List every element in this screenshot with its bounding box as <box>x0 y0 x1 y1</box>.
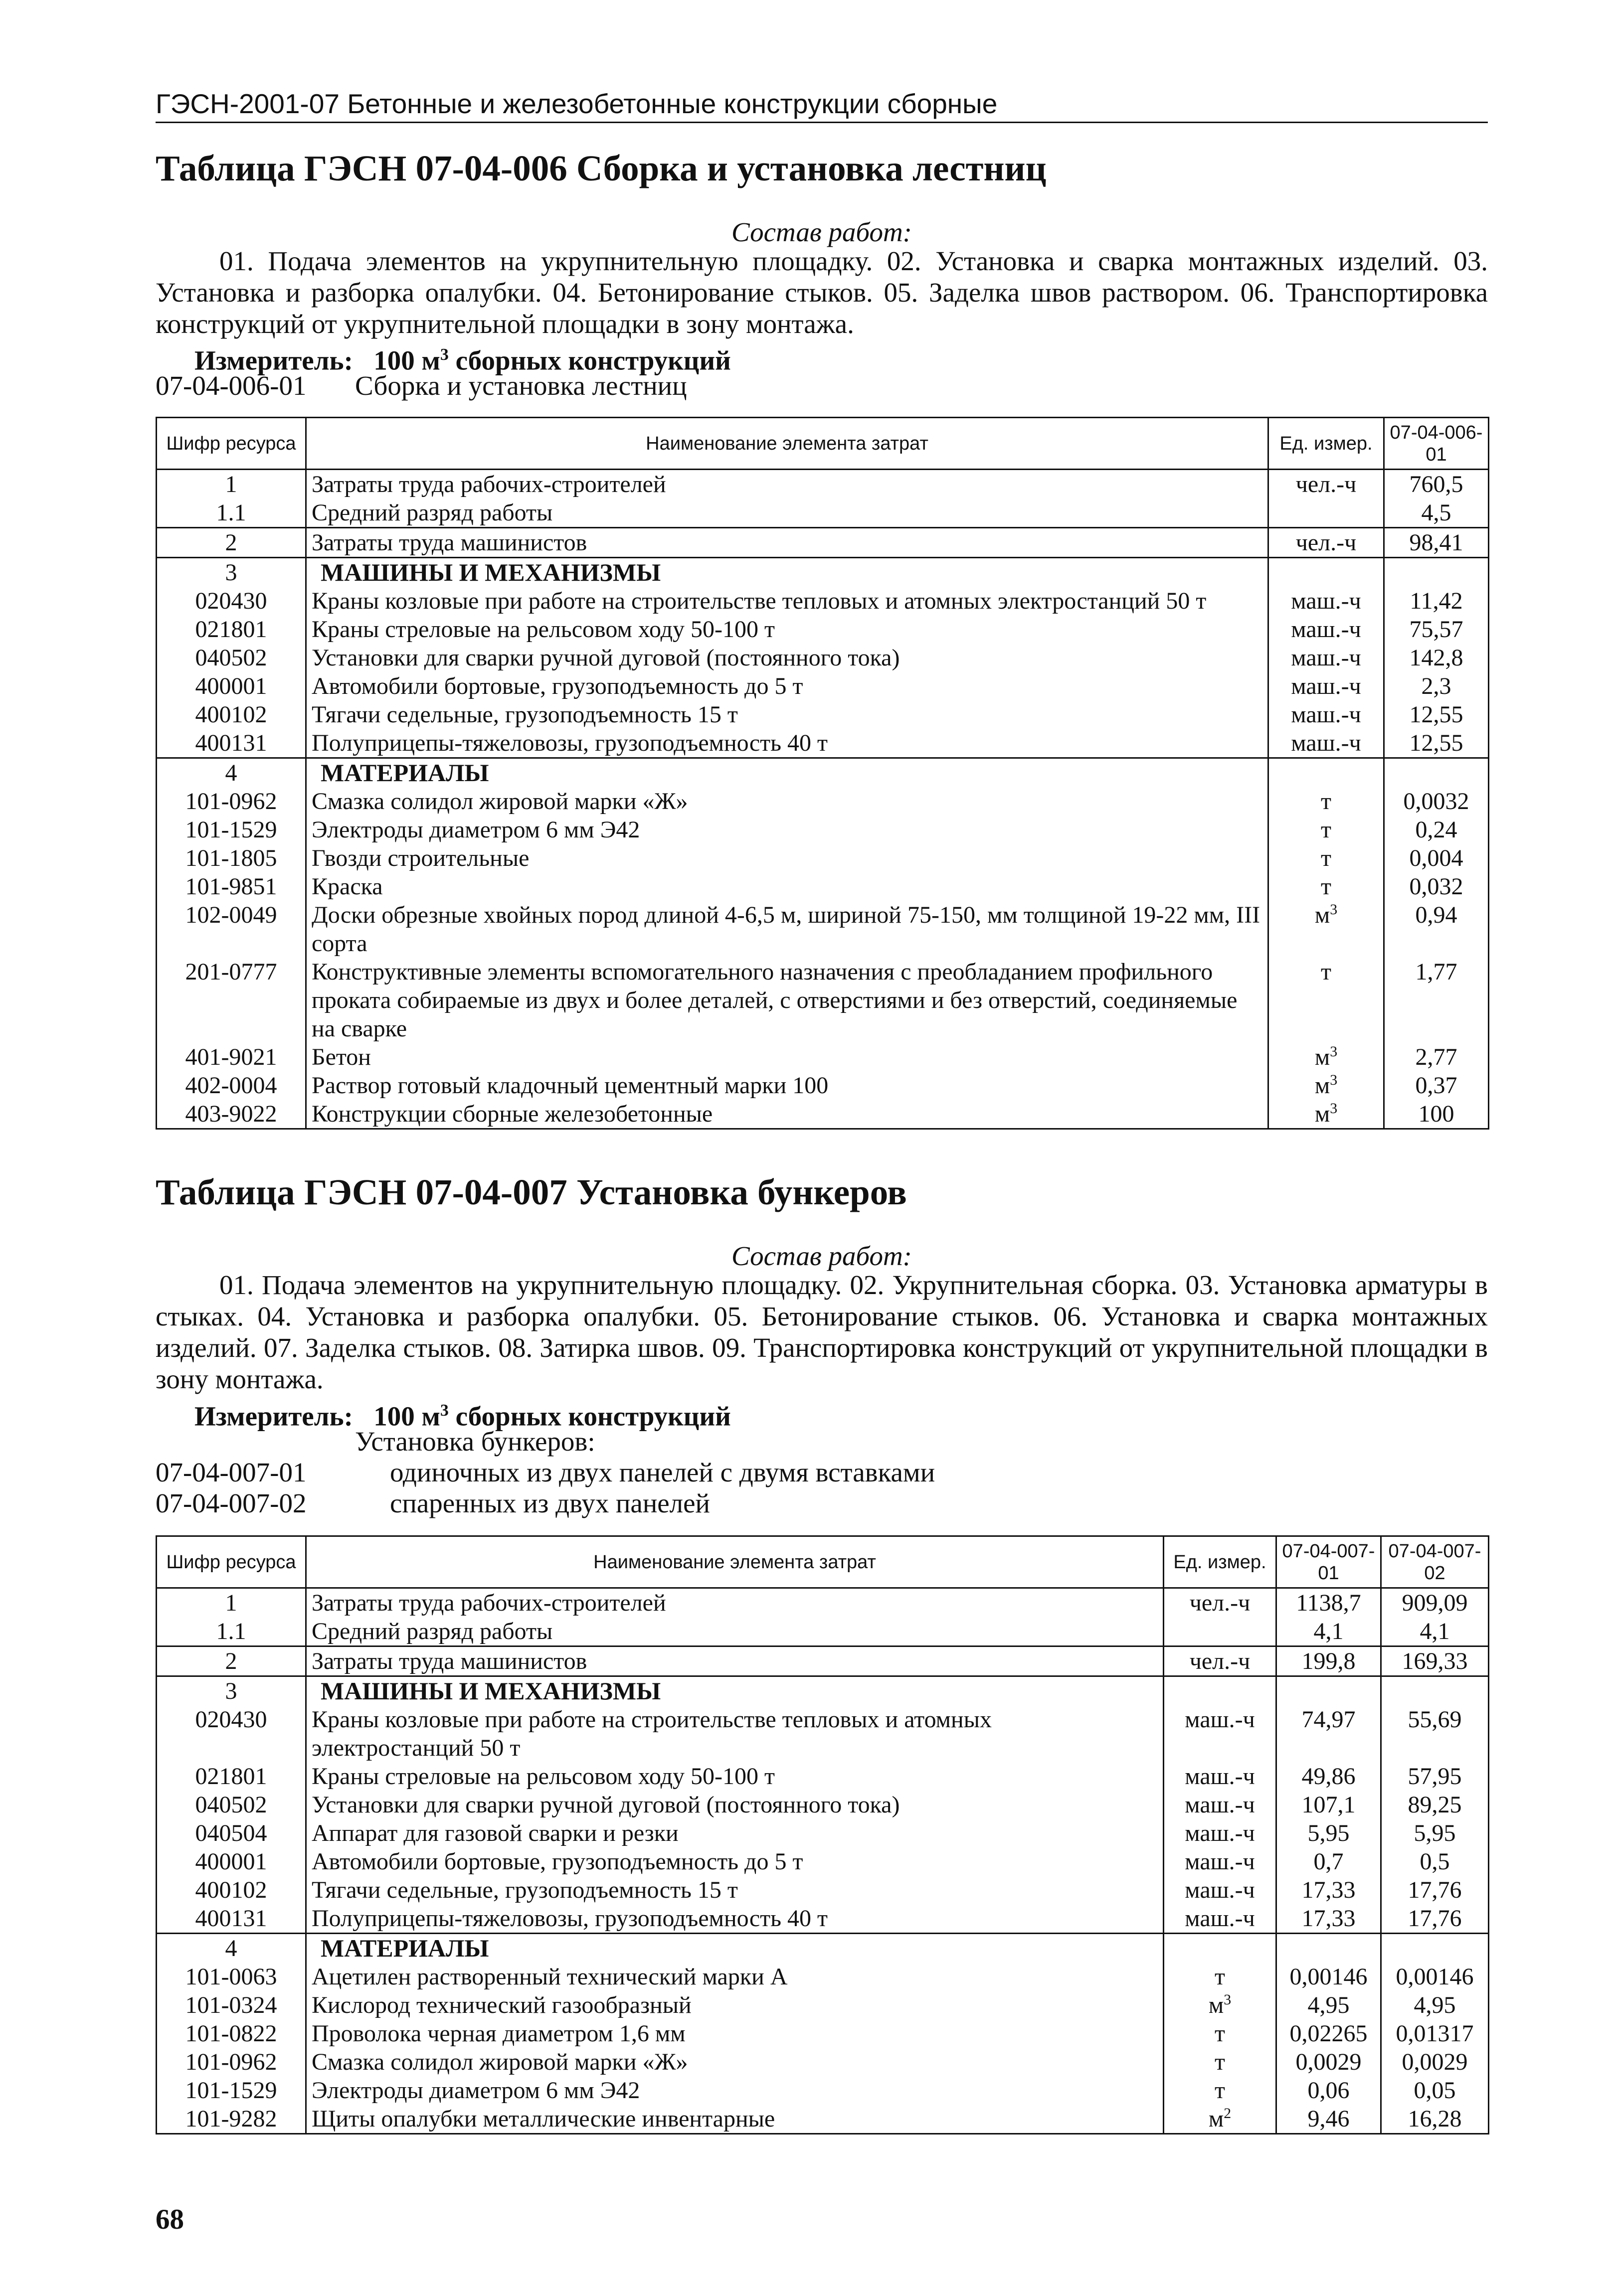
resource-code: 101-0962 <box>157 787 306 816</box>
unit-cell <box>1164 1791 1276 1819</box>
resource-code: 201-0777 <box>157 958 306 1043</box>
unit-text: маш.-ч <box>1291 730 1361 756</box>
norm-value-2: 0,05 <box>1381 2076 1489 2105</box>
unit-cell <box>1268 758 1384 788</box>
norm-value-1: 0,7 <box>1276 1847 1381 1876</box>
cost-element-name: МАШИНЫ И МЕХАНИЗМЫ <box>306 558 1268 587</box>
norm-value-2: 0,0029 <box>1381 2048 1489 2076</box>
norm-value-1: 0,0032 <box>1384 787 1489 816</box>
unit-cell <box>1268 1043 1384 1071</box>
table2-grid <box>156 1535 1489 2134</box>
norm-value-1: 142,8 <box>1384 644 1489 672</box>
norm-value-2: 55,69 <box>1381 1705 1489 1762</box>
unit-text: т <box>1321 873 1331 900</box>
section-row <box>157 758 1489 788</box>
cost-element-name: Краны козловые при работе на строительстве тепловых и атомных электростанций 50 т <box>306 1705 1164 1762</box>
unit-cell <box>1268 498 1384 528</box>
unit-cell <box>1268 558 1384 587</box>
table1-title: Таблица ГЭСН 07-04-006 Сборка и установка лестниц <box>156 148 1047 188</box>
table-row <box>157 1904 1489 1934</box>
norm-value-1: 17,33 <box>1276 1876 1381 1904</box>
cost-element-name: Гвозди строительные <box>306 844 1268 872</box>
norm-value-2: 169,33 <box>1381 1646 1489 1676</box>
header-col2: 07-04-007-02 <box>1381 1536 1489 1588</box>
table-row <box>157 615 1489 644</box>
norm-value-2: 17,76 <box>1381 1876 1489 1904</box>
unit-cell <box>1268 787 1384 816</box>
cost-element-name: Краны стреловые на рельсовом ходу 50-100 т <box>306 1762 1164 1791</box>
unit-cell <box>1268 470 1384 499</box>
table-row <box>157 2105 1489 2134</box>
table-row <box>157 816 1489 844</box>
measure-suffix: сборных конструкций <box>448 1401 731 1432</box>
norm-value-1: 5,95 <box>1276 1819 1381 1847</box>
norm-value-1: 2,77 <box>1384 1043 1489 1071</box>
norm-value-1: 11,42 <box>1384 587 1489 615</box>
norm-value-2: 4,95 <box>1381 1991 1489 2019</box>
table2-composition-title: Состав работ: <box>731 1241 912 1271</box>
resource-code: 101-9851 <box>157 872 306 901</box>
table2-composition-text: 01. Подача элементов на укрупнительную площадку. 02. Укрупнительная сборка. 03. Установка арматуры в стыках. 04. Установка и разборка опалубки. 05. Бетонирование стыков. 06. Установка и сварка монтажных изделий. 07. Заделка стыков. 08. Затирка швов. 09. Транспортировка конструкций от укрупнительной площадки в зону монтажа. <box>156 1270 1488 1394</box>
resource-code: 101-0063 <box>157 1963 306 1991</box>
cost-element-name: Доски обрезные хвойных пород длиной 4-6,5 м, шириной 75-150, мм толщиной 19-22 мм, III сорта <box>306 901 1268 958</box>
resource-code: 400001 <box>157 672 306 700</box>
unit-cell <box>1164 1617 1276 1646</box>
cost-element-name: Затраты труда рабочих-строителей <box>306 1588 1164 1618</box>
cost-element-name: Электроды диаметром 6 мм Э42 <box>306 816 1268 844</box>
cost-element-name: Затраты труда рабочих-строителей <box>306 470 1268 499</box>
norm-value-1 <box>1384 758 1489 788</box>
norm-value-2: 5,95 <box>1381 1819 1489 1847</box>
table-row <box>157 729 1489 758</box>
cost-element-name: Средний разряд работы <box>306 498 1268 528</box>
measure-label: Измеритель: <box>194 1401 353 1432</box>
table-row <box>157 872 1489 901</box>
cost-element-name: Установки для сварки ручной дуговой (постоянного тока) <box>306 644 1268 672</box>
norm-value-2 <box>1381 1676 1489 1706</box>
table1-grid <box>156 417 1489 1130</box>
norm-code: 07-04-006-01 <box>156 370 307 401</box>
unit-cell <box>1164 2019 1276 2048</box>
cost-element-name: Ацетилен растворенный технический марки А <box>306 1963 1164 1991</box>
resource-code: 040502 <box>157 644 306 672</box>
cost-element-name: Тягачи седельные, грузоподъемность 15 т <box>306 1876 1164 1904</box>
section-row <box>157 1676 1489 1706</box>
measure-sup: 3 <box>440 345 449 364</box>
norm-value-2: 0,01317 <box>1381 2019 1489 2048</box>
norm-value-1: 0,94 <box>1384 901 1489 958</box>
unit-cell <box>1164 1705 1276 1762</box>
header-unit: Ед. измер. <box>1268 418 1384 470</box>
norm-value-2: 57,95 <box>1381 1762 1489 1791</box>
table1-composition-text: 01. Подача элементов на укрупнительную площадку. 02. Установка и сварка монтажных изделий. 03. Установка и разборка опалубки. 04. Бетонирование стыков. 05. Заделка швов раствором. 06. Транспортировка конструкций от укрупнительной площадки в зону монтажа. <box>156 246 1488 339</box>
unit-cell <box>1268 528 1384 558</box>
header-col1: 07-04-006-01 <box>1384 418 1489 470</box>
norm-value-1: 4,1 <box>1276 1617 1381 1646</box>
resource-code: 400102 <box>157 1876 306 1904</box>
unit-text: маш.-ч <box>1291 673 1361 699</box>
unit-cell <box>1164 1904 1276 1934</box>
norm-value-1: 75,57 <box>1384 615 1489 644</box>
cost-element-name: Затраты труда машинистов <box>306 528 1268 558</box>
measure-value: 100 м <box>373 1401 440 1432</box>
unit-cell <box>1164 2076 1276 2105</box>
resource-code: 020430 <box>157 1705 306 1762</box>
unit-exponent: 3 <box>1330 1043 1338 1060</box>
norm-desc: Сборка и установка лестниц <box>355 370 687 401</box>
unit-text: маш.-ч <box>1291 588 1361 614</box>
table-row <box>157 2019 1489 2048</box>
cost-element-name: Смазка солидол жировой марки «Ж» <box>306 787 1268 816</box>
measure-label: Измеритель: <box>194 345 353 376</box>
resource-code: 1 <box>157 470 306 499</box>
table-row <box>157 1588 1489 1618</box>
table-row <box>157 1762 1489 1791</box>
resource-code: 101-1805 <box>157 844 306 872</box>
unit-exponent: 3 <box>1330 1072 1338 1088</box>
unit-text: т <box>1321 817 1331 843</box>
unit-exponent: 3 <box>1224 1991 1232 2008</box>
table-row <box>157 498 1489 528</box>
norm-value-1: 0,37 <box>1384 1071 1489 1100</box>
norm-code: 07-04-007-01 <box>156 1457 307 1487</box>
unit-cell <box>1268 901 1384 958</box>
norm-value-1: 4,5 <box>1384 498 1489 528</box>
unit-cell <box>1268 1071 1384 1100</box>
norm-value-1: 0,06 <box>1276 2076 1381 2105</box>
norm-value-1: 4,95 <box>1276 1991 1381 2019</box>
unit-cell <box>1164 1934 1276 1963</box>
resource-code: 1.1 <box>157 1617 306 1646</box>
cost-element-name: Проволока черная диаметром 1,6 мм <box>306 2019 1164 2048</box>
unit-text: маш.-ч <box>1185 1763 1255 1790</box>
norm-value-1: 760,5 <box>1384 470 1489 499</box>
norm-value-1: 9,46 <box>1276 2105 1381 2134</box>
unit-text: т <box>1215 2049 1225 2075</box>
unit-cell <box>1164 1762 1276 1791</box>
resource-code: 400131 <box>157 1904 306 1934</box>
unit-cell <box>1164 2105 1276 2134</box>
unit-cell <box>1164 1991 1276 2019</box>
unit-text: т <box>1215 2077 1225 2104</box>
table-row <box>157 1991 1489 2019</box>
resource-code: 102-0049 <box>157 901 306 958</box>
cost-element-name: Полуприцепы-тяжеловозы, грузоподъемность 40 т <box>306 729 1268 758</box>
table2-title: Таблица ГЭСН 07-04-007 Установка бункеров <box>156 1172 907 1212</box>
header-name: Наименование элемента затрат <box>306 418 1268 470</box>
table-row <box>157 528 1489 558</box>
unit-cell <box>1268 816 1384 844</box>
cost-element-name: Установки для сварки ручной дуговой (постоянного тока) <box>306 1791 1164 1819</box>
unit-cell <box>1164 1847 1276 1876</box>
unit-cell <box>1268 672 1384 700</box>
norm-value-1: 1138,7 <box>1276 1588 1381 1618</box>
cost-element-name: Краны козловые при работе на строительстве тепловых и атомных электростанций 50 т <box>306 587 1268 615</box>
resource-code: 021801 <box>157 1762 306 1791</box>
cost-element-name: Затраты труда машинистов <box>306 1646 1164 1676</box>
cost-element-name: Тягачи седельные, грузоподъемность 15 т <box>306 700 1268 729</box>
cost-element-name: Полуприцепы-тяжеловозы, грузоподъемность 40 т <box>306 1904 1164 1934</box>
norm-value-1: 49,86 <box>1276 1762 1381 1791</box>
norm-value-1 <box>1276 1934 1381 1963</box>
resource-code: 101-9282 <box>157 2105 306 2134</box>
unit-text: чел.-ч <box>1189 1590 1251 1616</box>
table-row <box>157 1071 1489 1100</box>
norm-value-2: 0,5 <box>1381 1847 1489 1876</box>
unit-text: маш.-ч <box>1291 701 1361 728</box>
resource-code: 020430 <box>157 587 306 615</box>
cost-element-name: Средний разряд работы <box>306 1617 1164 1646</box>
resource-code: 101-0822 <box>157 2019 306 2048</box>
norm-value-1 <box>1276 1676 1381 1706</box>
norm-value-1: 12,55 <box>1384 700 1489 729</box>
norm-value-1: 107,1 <box>1276 1791 1381 1819</box>
norm-value-1: 0,00146 <box>1276 1963 1381 1991</box>
norm-value-2 <box>1381 1934 1489 1963</box>
unit-text: т <box>1321 845 1331 871</box>
table-row <box>157 644 1489 672</box>
unit-text: маш.-ч <box>1185 1905 1255 1932</box>
norm-value-1: 0,0029 <box>1276 2048 1381 2076</box>
cost-element-name: Краны стреловые на рельсовом ходу 50-100 т <box>306 615 1268 644</box>
resource-code: 040504 <box>157 1819 306 1847</box>
header-code: Шифр ресурса <box>157 418 306 470</box>
norm-value-1: 1,77 <box>1384 958 1489 1043</box>
norm-value-1: 74,97 <box>1276 1705 1381 1762</box>
table-row <box>157 1617 1489 1646</box>
table-row <box>157 700 1489 729</box>
table-row <box>157 1876 1489 1904</box>
resource-code: 4 <box>157 1934 306 1963</box>
unit-text: т <box>1321 959 1331 985</box>
table-row <box>157 1847 1489 1876</box>
resource-code: 401-9021 <box>157 1043 306 1071</box>
norm-value-2: 909,09 <box>1381 1588 1489 1618</box>
resource-code: 101-1529 <box>157 816 306 844</box>
section-row <box>157 558 1489 587</box>
norm-code: 07-04-007-02 <box>156 1488 307 1518</box>
table-row <box>157 1043 1489 1071</box>
table-row <box>157 1791 1489 1819</box>
unit-text: т <box>1321 788 1331 815</box>
table-row <box>157 901 1489 958</box>
header-code: Шифр ресурса <box>157 1536 306 1588</box>
norm-value-2: 4,1 <box>1381 1617 1489 1646</box>
norm-value-1: 0,032 <box>1384 872 1489 901</box>
norm-desc: одиночных из двух панелей с двумя вставками <box>390 1457 935 1487</box>
norm-value-1: 17,33 <box>1276 1904 1381 1934</box>
unit-cell <box>1164 1819 1276 1847</box>
table-row <box>157 844 1489 872</box>
table-row <box>157 1100 1489 1129</box>
unit-text: м <box>1314 1101 1330 1127</box>
unit-cell <box>1164 1588 1276 1618</box>
norm-desc: спаренных из двух панелей <box>390 1488 710 1518</box>
resource-code: 400001 <box>157 1847 306 1876</box>
header-unit: Ед. измер. <box>1164 1536 1276 1588</box>
cost-element-name: Автомобили бортовые, грузоподъемность до 5 т <box>306 1847 1164 1876</box>
table-row <box>157 672 1489 700</box>
resource-code: 3 <box>157 558 306 587</box>
unit-cell <box>1164 1963 1276 1991</box>
running-header: ГЭСН-2001-07 Бетонные и железобетонные конструкции сборные <box>156 88 1488 123</box>
table-row <box>157 787 1489 816</box>
measure-value: 100 м <box>373 345 440 376</box>
table2-code-line-1 <box>156 1457 935 1488</box>
unit-text: маш.-ч <box>1185 1848 1255 1875</box>
unit-exponent: 2 <box>1224 2105 1232 2122</box>
cost-element-name: Конструкции сборные железобетонные <box>306 1100 1268 1129</box>
table-row <box>157 587 1489 615</box>
resource-code: 3 <box>157 1676 306 1706</box>
unit-text: маш.-ч <box>1291 645 1361 671</box>
norm-value-1 <box>1384 558 1489 587</box>
cost-element-name: Щиты опалубки металлические инвентарные <box>306 2105 1164 2134</box>
resource-code: 2 <box>157 1646 306 1676</box>
unit-exponent: 3 <box>1330 1100 1338 1117</box>
resource-code: 101-0962 <box>157 2048 306 2076</box>
table-row <box>157 1646 1489 1676</box>
unit-cell <box>1268 644 1384 672</box>
table-row <box>157 1705 1489 1762</box>
cost-element-name: МАТЕРИАЛЫ <box>306 1934 1164 1963</box>
unit-cell <box>1268 587 1384 615</box>
cost-element-name: Смазка солидол жировой марки «Ж» <box>306 2048 1164 2076</box>
unit-cell <box>1268 615 1384 644</box>
unit-cell <box>1164 1676 1276 1706</box>
table-row <box>157 2048 1489 2076</box>
unit-cell <box>1268 729 1384 758</box>
table2-code-line-2 <box>156 1487 710 1519</box>
resource-code: 021801 <box>157 615 306 644</box>
norm-value-1: 12,55 <box>1384 729 1489 758</box>
resource-code: 402-0004 <box>157 1071 306 1100</box>
unit-cell <box>1268 872 1384 901</box>
norm-value-1: 0,02265 <box>1276 2019 1381 2048</box>
measure-sup: 3 <box>440 1401 449 1420</box>
norm-value-2: 16,28 <box>1381 2105 1489 2134</box>
norm-value-1: 0,24 <box>1384 816 1489 844</box>
resource-code: 101-0324 <box>157 1991 306 2019</box>
norm-value-1: 100 <box>1384 1100 1489 1129</box>
unit-text: м <box>1314 1044 1330 1070</box>
page-number: 68 <box>156 2204 184 2235</box>
resource-code: 1.1 <box>157 498 306 528</box>
table1-composition-title: Состав работ: <box>731 217 912 247</box>
norm-value-1: 199,8 <box>1276 1646 1381 1676</box>
unit-text: м <box>1314 1072 1330 1099</box>
table1-code-line <box>156 370 687 402</box>
unit-text: т <box>1215 1964 1225 1990</box>
unit-text: м <box>1314 902 1330 928</box>
unit-text: м <box>1208 2106 1224 2132</box>
cost-element-name: Кислород технический газообразный <box>306 1991 1164 2019</box>
unit-text: маш.-ч <box>1185 1706 1255 1733</box>
unit-cell <box>1268 958 1384 1043</box>
cost-element-name: Автомобили бортовые, грузоподъемность до 5 т <box>306 672 1268 700</box>
resource-code: 2 <box>157 528 306 558</box>
unit-cell <box>1164 1646 1276 1676</box>
unit-exponent: 3 <box>1330 901 1338 918</box>
norm-value-1: 0,004 <box>1384 844 1489 872</box>
norm-value-1: 98,41 <box>1384 528 1489 558</box>
norm-value-2: 89,25 <box>1381 1791 1489 1819</box>
unit-cell <box>1268 700 1384 729</box>
unit-text: т <box>1215 2020 1225 2047</box>
table-row <box>157 958 1489 1043</box>
norm-value-1: 2,3 <box>1384 672 1489 700</box>
table-row <box>157 470 1489 499</box>
cost-element-name: МАТЕРИАЛЫ <box>306 758 1268 788</box>
resource-code: 400102 <box>157 700 306 729</box>
resource-code: 101-1529 <box>157 2076 306 2105</box>
section-row <box>157 1934 1489 1963</box>
table2-group-title: Установка бункеров: <box>355 1426 595 1457</box>
header-col1: 07-04-007-01 <box>1276 1536 1381 1588</box>
unit-text: маш.-ч <box>1291 616 1361 643</box>
cost-element-name: МАШИНЫ И МЕХАНИЗМЫ <box>306 1676 1164 1706</box>
unit-text: чел.-ч <box>1189 1648 1251 1674</box>
resource-code: 040502 <box>157 1791 306 1819</box>
header-name: Наименование элемента затрат <box>306 1536 1164 1588</box>
unit-text: маш.-ч <box>1185 1820 1255 1846</box>
unit-text: чел.-ч <box>1295 471 1357 497</box>
unit-cell <box>1268 1100 1384 1129</box>
cost-element-name: Аппарат для газовой сварки и резки <box>306 1819 1164 1847</box>
cost-element-name: Электроды диаметром 6 мм Э42 <box>306 2076 1164 2105</box>
resource-code: 400131 <box>157 729 306 758</box>
table-row <box>157 2076 1489 2105</box>
table-row <box>157 1819 1489 1847</box>
unit-text: маш.-ч <box>1185 1792 1255 1818</box>
cost-element-name: Краска <box>306 872 1268 901</box>
resource-code: 403-9022 <box>157 1100 306 1129</box>
unit-text: чел.-ч <box>1295 529 1357 556</box>
cost-element-name: Раствор готовый кладочный цементный марки 100 <box>306 1071 1268 1100</box>
unit-text: маш.-ч <box>1185 1877 1255 1903</box>
unit-cell <box>1268 844 1384 872</box>
unit-cell <box>1164 1876 1276 1904</box>
norm-value-2: 17,76 <box>1381 1904 1489 1934</box>
unit-cell <box>1164 2048 1276 2076</box>
resource-code: 1 <box>157 1588 306 1618</box>
cost-element-name: Бетон <box>306 1043 1268 1071</box>
table-row <box>157 1963 1489 1991</box>
norm-value-2: 0,00146 <box>1381 1963 1489 1991</box>
measure-suffix: сборных конструкций <box>448 345 731 376</box>
cost-element-name: Конструктивные элементы вспомогательного назначения с преобладанием профильного проката собираемые из двух и более деталей, с отверстиями и без отверстий, соединяемые на сварке <box>306 958 1268 1043</box>
unit-text: м <box>1208 1992 1224 2018</box>
resource-code: 4 <box>157 758 306 788</box>
